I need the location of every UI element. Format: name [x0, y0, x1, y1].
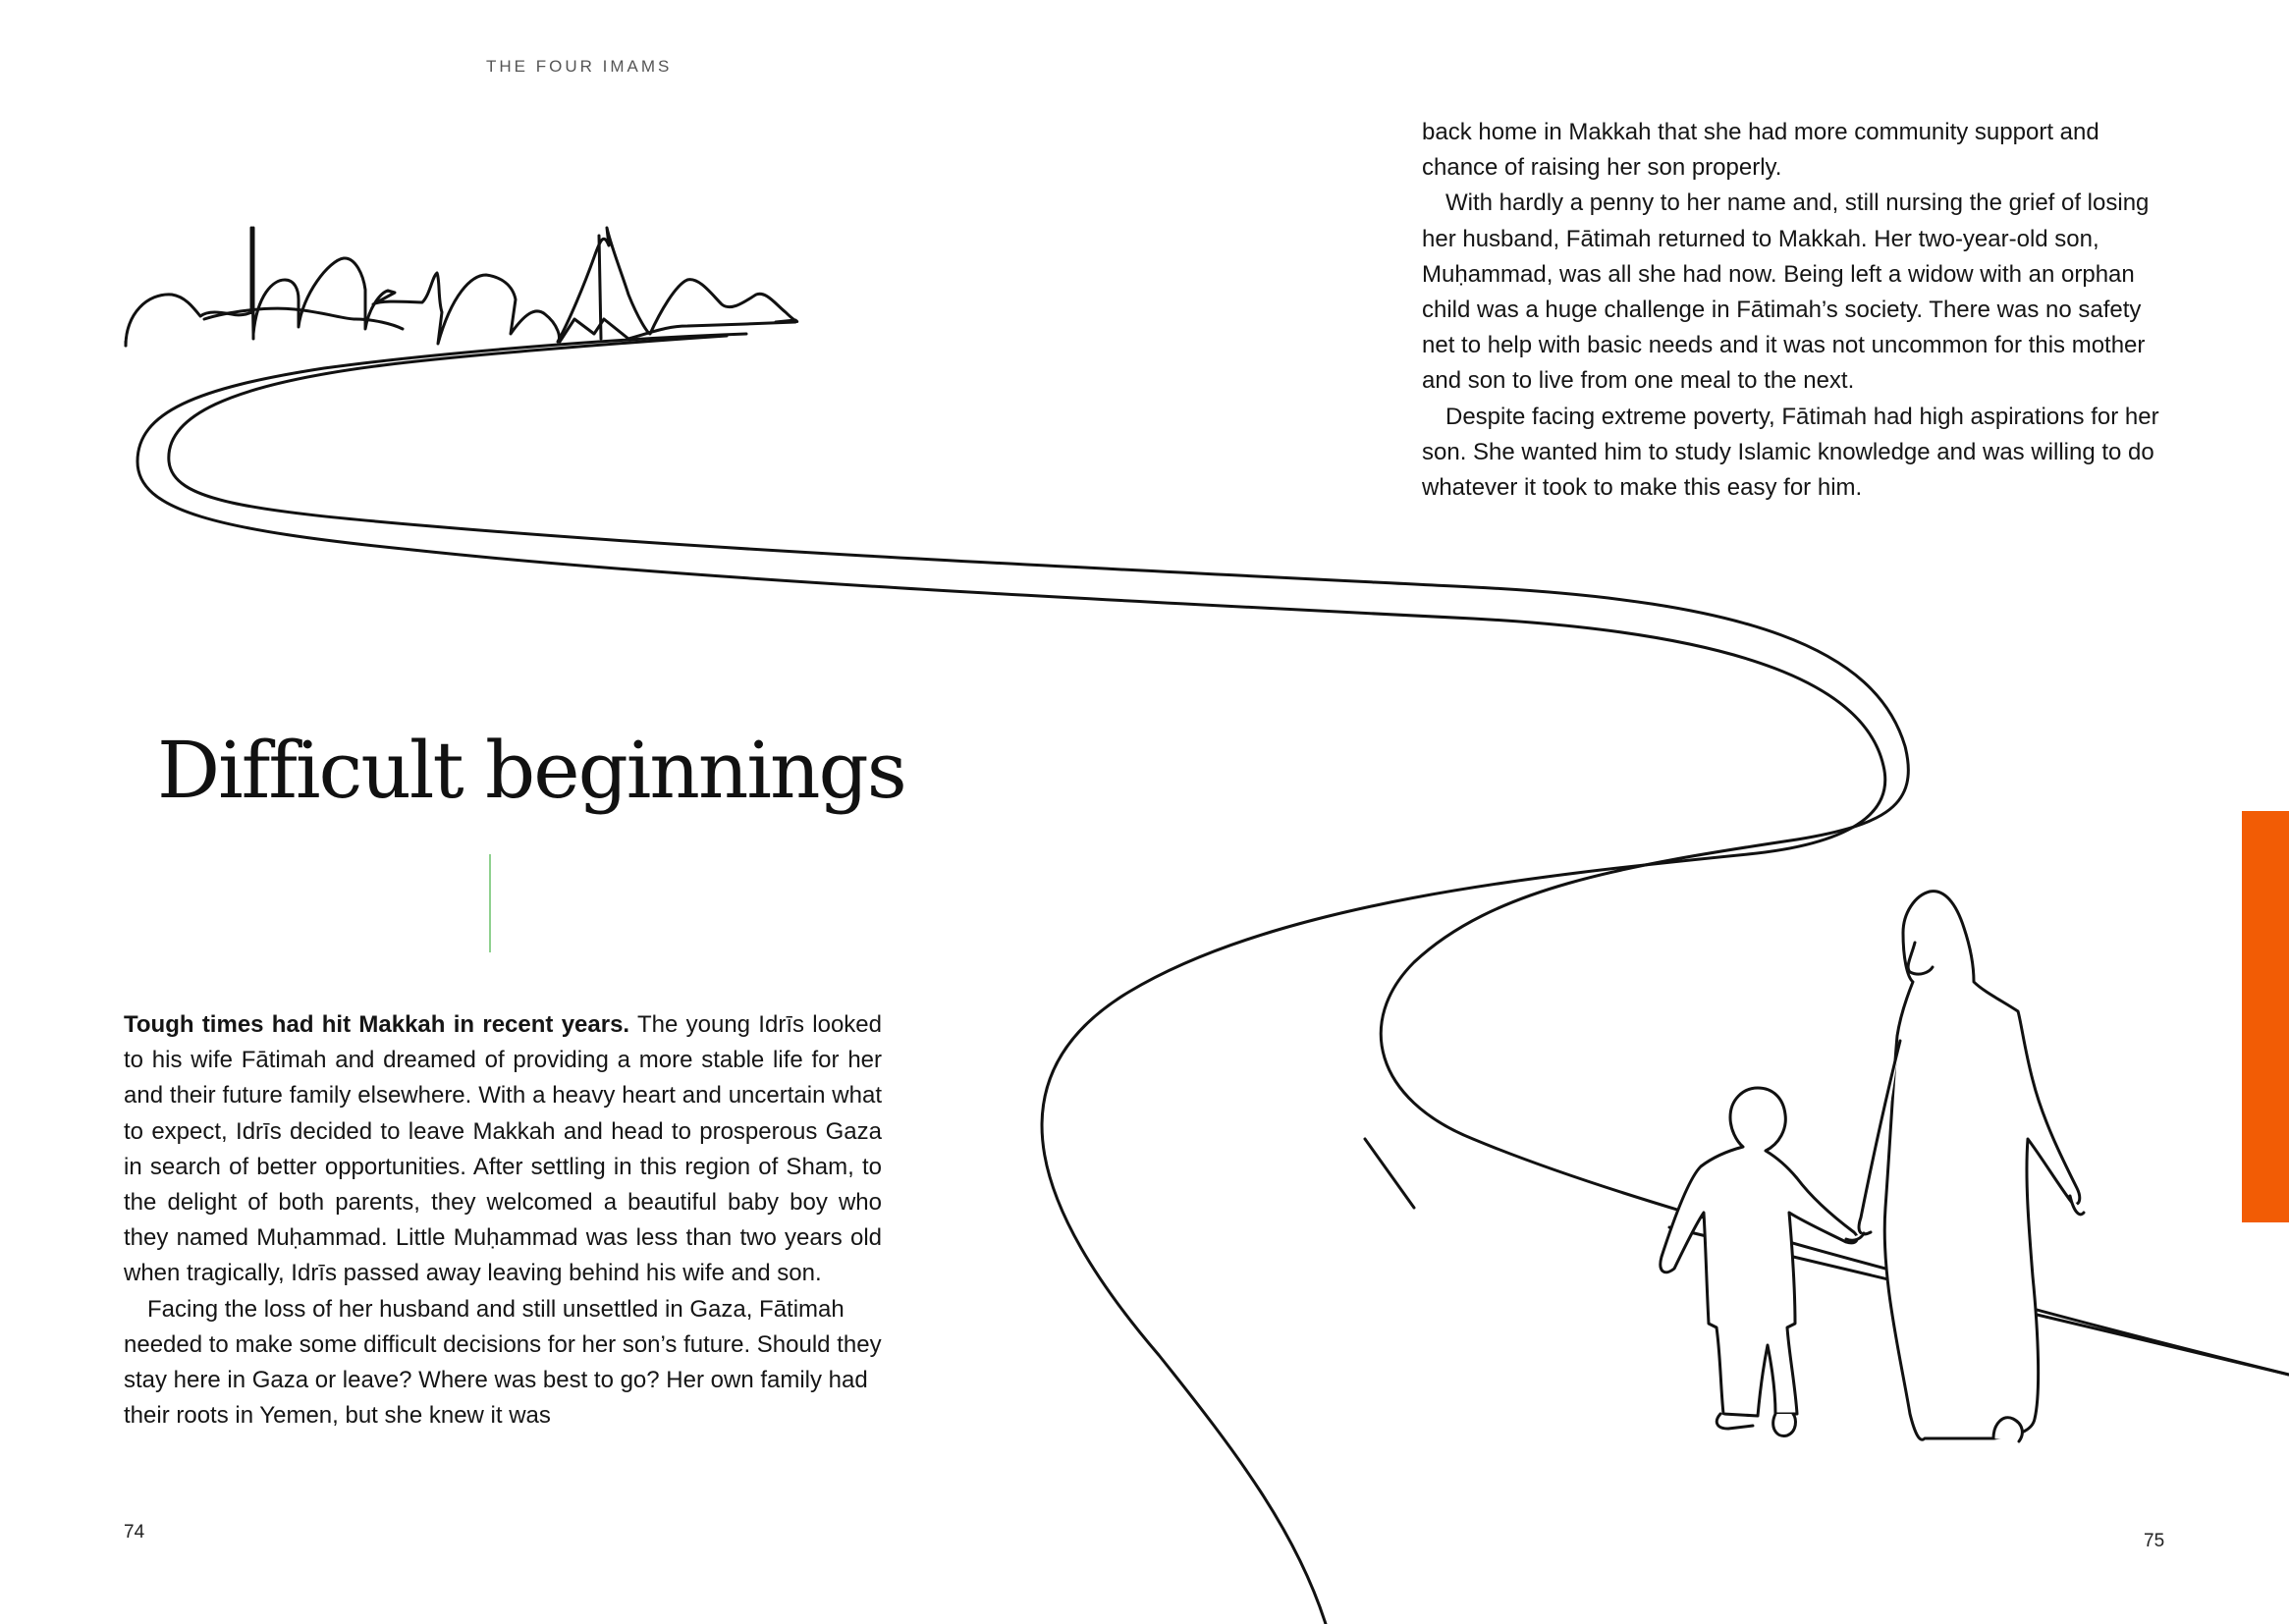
right-paragraph-1: back home in Makkah that she had more community support and chance of raising her son properly. — [1422, 119, 2099, 182]
running-head: THE FOUR IMAMS — [486, 57, 673, 76]
accent-rule — [489, 854, 491, 952]
left-paragraph-2: Facing the loss of her husband and still unsettled in Gaza, Fātimah needed to make some difficult decisions for her son’s future. Should they stay here in Gaza or leave? Where was best to go? Her own family had their roots in Yemen, but she knew it was — [124, 1295, 882, 1430]
left-column-text — [124, 1007, 882, 1434]
right-column-text — [1422, 115, 2168, 506]
page-number-left: 74 — [124, 1522, 145, 1543]
right-paragraph-3: Despite facing extreme poverty, Fātimah had high aspirations for her son. She wanted him to study Islamic knowledge and was willing to do whatever it took to make this easy for him. — [1422, 403, 2159, 502]
left-paragraph-1 — [124, 1007, 882, 1292]
child-figure-icon — [1661, 1088, 1864, 1435]
chapter-title: Difficult beginnings — [157, 725, 905, 816]
left-paragraph-1-body: The young Idrīs looked to his wife Fātimah and dreamed of providing a more stable life for her and their future family elsewhere. With a heavy heart and uncertain what to expect, Idrīs decided to leave Makkah and head to prosperous Gaza in search of better opportunities. After settling in this region of Sham, to the delight of both parents, they welcomed a beautiful baby boy who they named Muḥammad. Little Muḥammad was less than two years old when tragically, Idrīs passed away leaving behind his wife and son. — [124, 1011, 883, 1287]
orange-thumb-tab — [2242, 811, 2289, 1222]
city-skyline-icon — [126, 228, 797, 346]
right-paragraph-2: With hardly a penny to her name and, still nursing the grief of losing her husband, Fātimah returned to Makkah. Her two-year-old son, Muḥammad, was all she had now. Being left a widow with an orphan child was a huge challenge in Fātimah’s society. There was no safety net to help with basic needs and it was not uncommon for this mother and son to live from one meal to the next. — [1422, 189, 2150, 395]
mother-figure-icon — [1859, 892, 2084, 1441]
lead-in: Tough times had hit Makkah in recent years. — [124, 1011, 630, 1038]
page-number-right: 75 — [2144, 1531, 2165, 1551]
